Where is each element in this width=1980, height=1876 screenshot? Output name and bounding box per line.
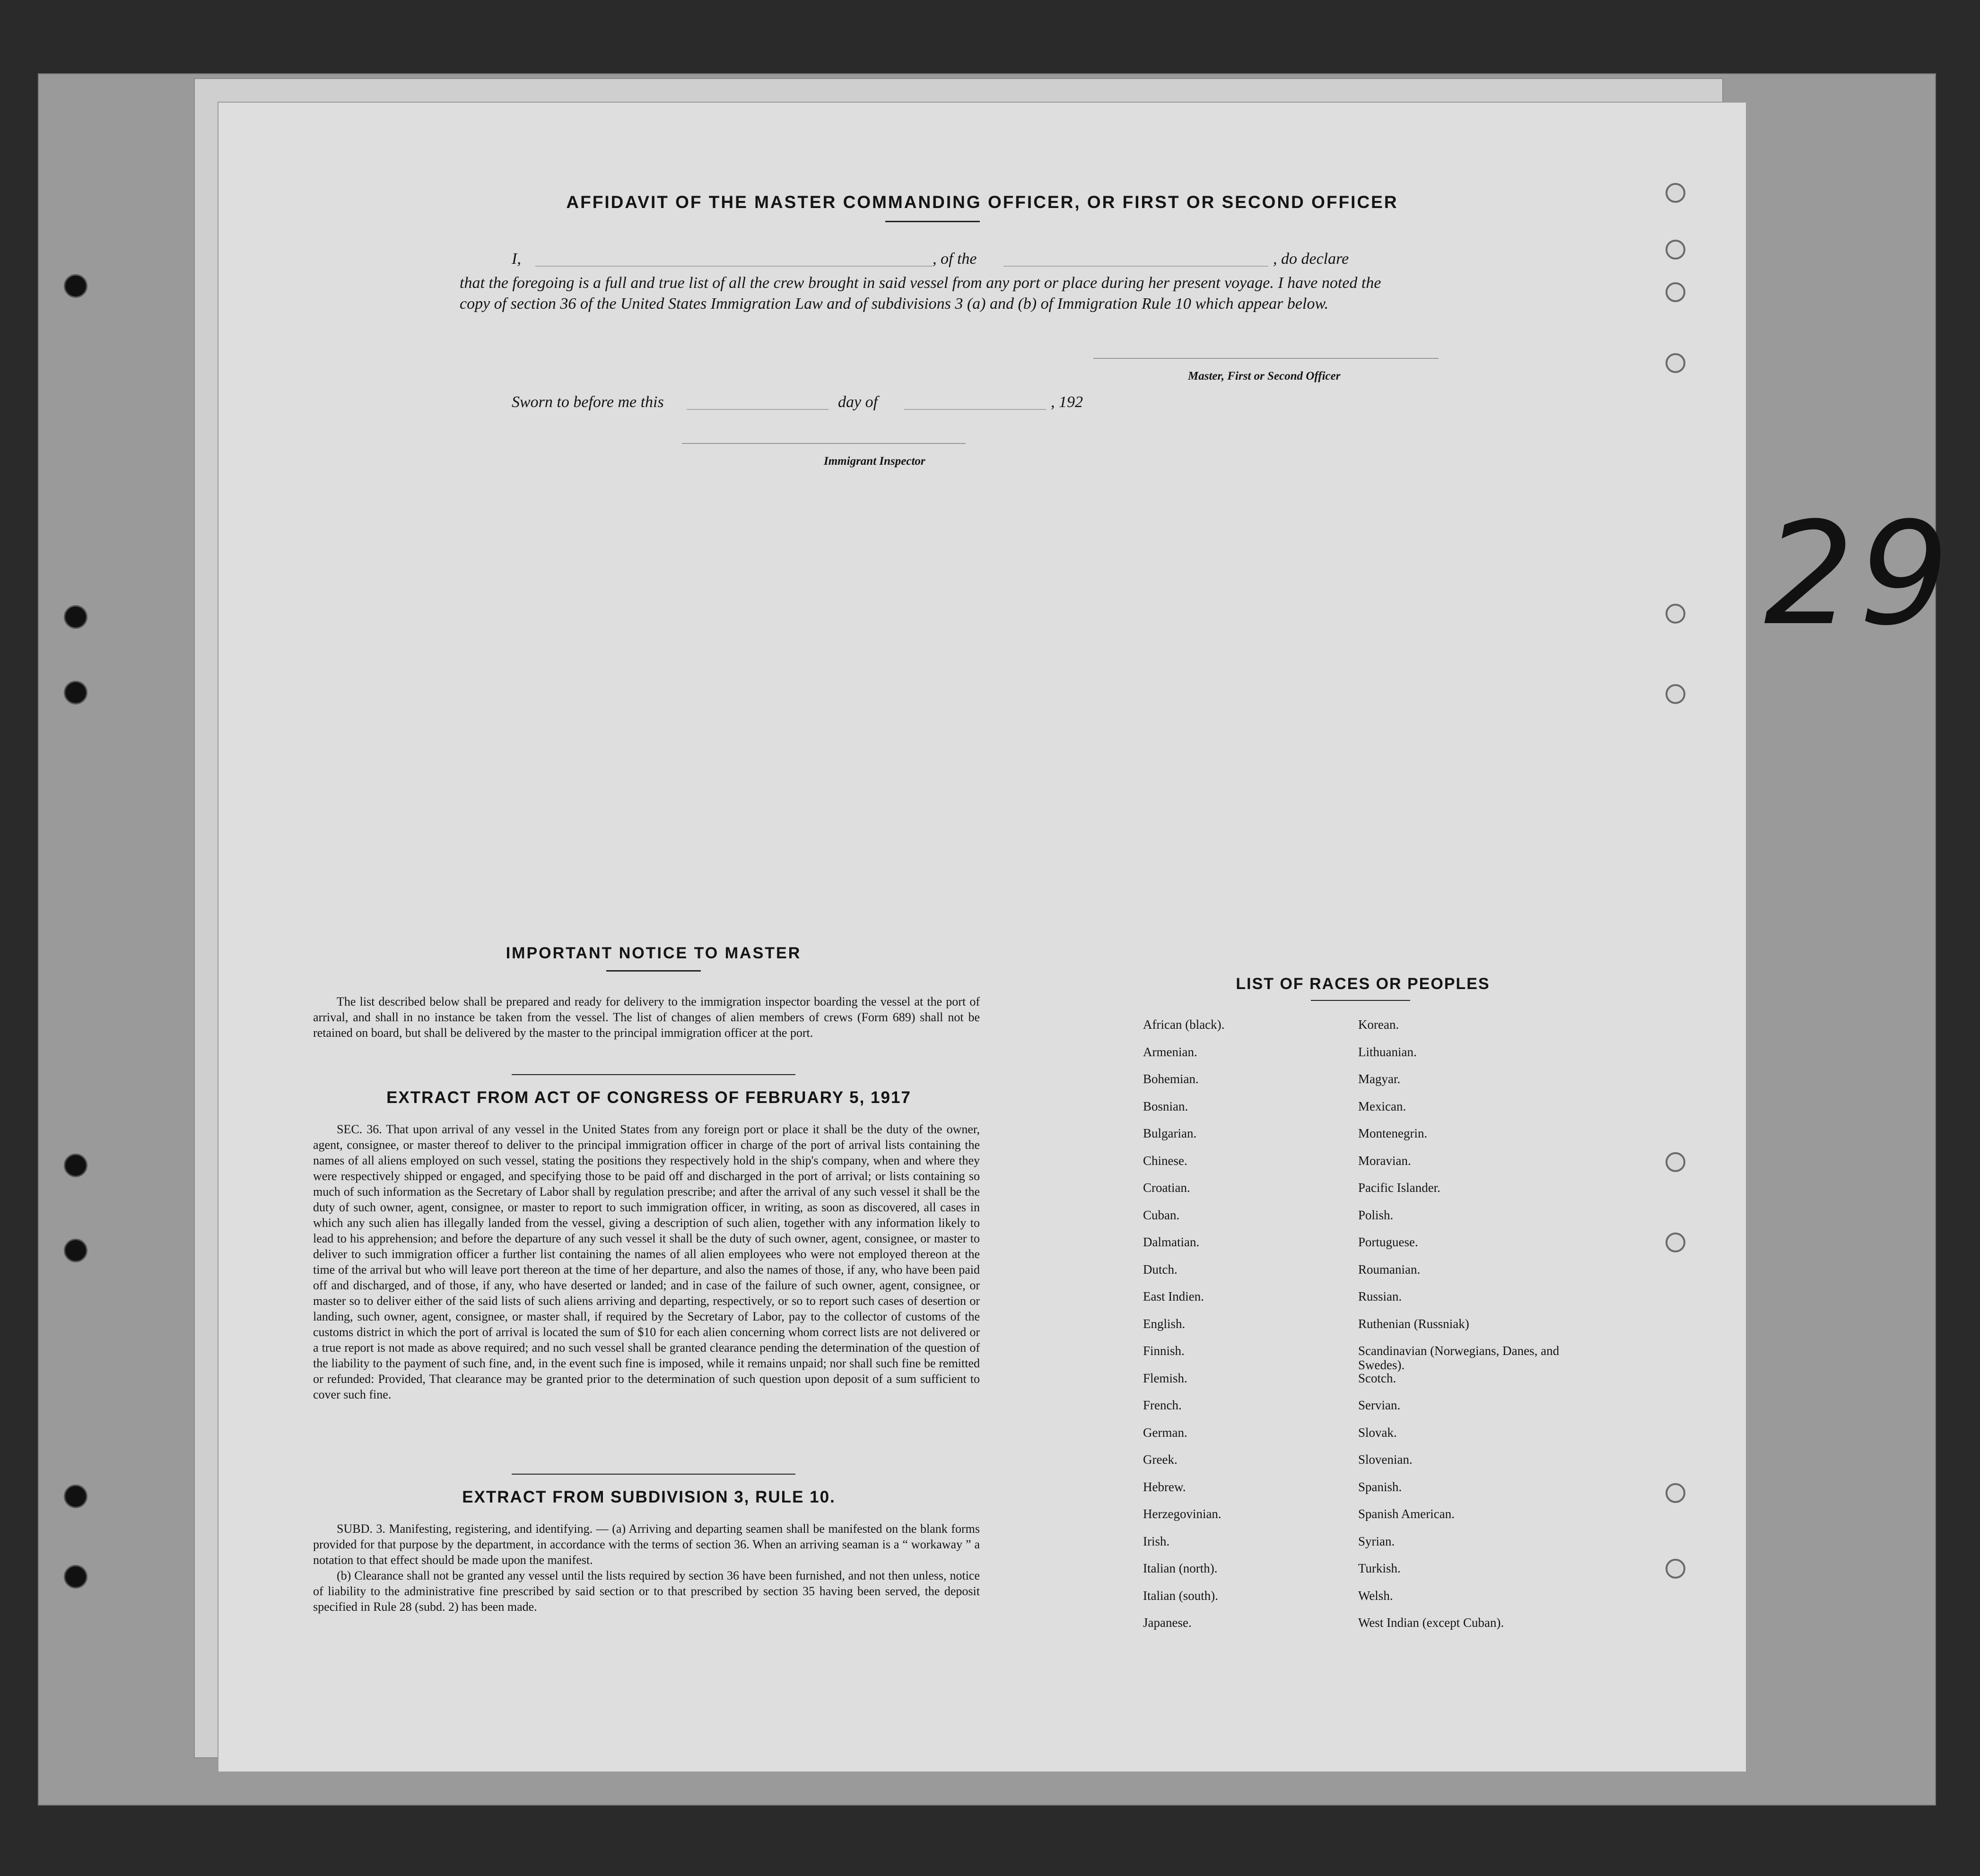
race-item: Spanish. [1358,1479,1402,1494]
race-item: Hebrew. [1143,1479,1186,1494]
binding-ring [1666,684,1685,704]
race-item: Servian. [1358,1398,1401,1412]
sworn-date-blank [687,409,829,410]
notice-paragraph: The list described below shall be prepared and ready for delivery to the immigration inspector boarding the vessel at the port of arrival, and shall in no instance be taken from the vessel. The list of changes of alien members of crews (Form 689) shall not be retained on board, but shall be delivered by the master to the principal immigration officer at the port. [313,995,980,1040]
race-item: Slovak. [1358,1425,1397,1440]
sworn-prefix: Sworn to before me this [512,393,664,411]
binding-hole [64,1485,87,1508]
race-item: Pacific Islander. [1358,1181,1440,1195]
race-item: Cuban. [1143,1207,1180,1222]
race-item: Moravian. [1358,1153,1411,1168]
race-item: West Indian (except Cuban). [1358,1615,1504,1630]
rule-title: EXTRACT FROM SUBDIVISION 3, RULE 10. [462,1488,836,1506]
race-item: Croatian. [1143,1181,1190,1195]
signature-line [1093,358,1439,359]
section-divider [512,1474,795,1475]
act-title: EXTRACT FROM ACT OF CONGRESS OF FEBRUARY 5, 1917 [386,1088,911,1107]
binding-ring [1666,240,1685,260]
binding-ring [1666,1233,1685,1252]
binding-hole [64,681,87,704]
vessel-name-blank [1003,266,1268,267]
race-item: Dalmatian. [1143,1235,1200,1249]
race-item: Irish. [1143,1534,1170,1548]
race-item: Russian. [1358,1289,1402,1303]
race-item: Korean. [1358,1017,1399,1032]
race-item: English. [1143,1316,1186,1331]
race-item: Bohemian. [1143,1072,1199,1086]
binding-hole [64,605,87,629]
inspector-label: Immigrant Inspector [824,455,925,468]
rule-paragraph-a: SUBD. 3. Manifesting, registering, and identifying. — (a) Arriving and departing seamen shall be manifested on the blank forms provided for that purpose by the department, in accordance with the terms of section 36. When an arriving seaman is a “ workaway ” a notation to that effect should be made upon the manifest. [313,1522,980,1567]
section-divider [512,1074,795,1075]
race-item: Spanish American. [1358,1507,1455,1521]
race-item: Finnish. [1143,1344,1185,1358]
inspector-signature-line [682,443,966,444]
binding-ring [1666,282,1685,302]
affidavit-title: AFFIDAVIT OF THE MASTER COMMANDING OFFICER, OR FIRST OR SECOND OFFICER [566,192,1398,212]
vessel-prefix: , of the [933,250,977,268]
race-item: Lithuanian. [1358,1044,1417,1059]
race-item: Montenegrin. [1358,1126,1428,1140]
race-item: Polish. [1358,1207,1394,1222]
race-item: Mexican. [1358,1099,1406,1113]
binding-ring [1666,1152,1685,1172]
race-item: Magyar. [1358,1072,1401,1086]
race-item: Herzegovinian. [1143,1507,1221,1521]
sworn-year-label: , 192 [1051,393,1083,411]
binding-hole [64,1565,87,1589]
races-left-column [1143,1017,1342,1643]
rule-paragraph-b: (b) Clearance shall not be granted any vessel until the lists required by section 36 have been furnished, and not then unless, notice of liability to the administrative fine prescribed by said section or to that prescribed by section 35 having been served, the deposit specified in Rule 28 (subd. 2) has been made. [313,1569,980,1614]
race-item: Scandinavian (Norwegians, Danes, and Swedes). [1358,1344,1560,1372]
binding-ring [1666,1559,1685,1579]
notice-title: IMPORTANT NOTICE TO MASTER [506,944,802,962]
title-underline [885,221,980,222]
race-item: Ruthenian (Russniak) [1358,1316,1469,1331]
race-item: Armenian. [1143,1044,1197,1059]
signature-label: Master, First or Second Officer [1188,370,1341,382]
races-right-column [1358,1017,1604,1643]
act-paragraph: SEC. 36. That upon arrival of any vessel in the United States from any foreign port or place it shall be the duty of the owner, agent, consignee, or master thereof to deliver to the principal immigration officer in charge of the port of arrival lists containing the names of all aliens employed on such vessel, stating the positions they respectively hold in the ship's company, when and where they were respectively shipped or engaged, and specifying those to be paid off and discharged in the port of arrival; or lists containing so much of such information as the Secretary of Labor shall by regulation prescribe; and after the arrival of any such vessel it shall be the duty of such owner, agent, consignee, or master to report to such immigration officer, in writing, as soon as discovered, all cases in which any such alien has illegally landed from the vessel, giving a description of such alien, together with any information likely to lead to his apprehension; and before the departure of any such vessel it shall be the duty of such owner, agent, consignee, or master to deliver to such immigration officer a further list containing the names of all alien employees who were not employed thereon at the time of the arrival but who will leave port thereon at the time of her departure, and also the names of those, if any, who have been paid off and discharged, and of those, if any, who have deserted or landed; and in case of the failure of such owner, agent, consignee, or master so to deliver either of the said lists of such aliens arriving and departing, respectively, or so to report such cases of desertion or landing, such owner, agent, consignee, or master shall, if required by the Secretary of Labor, pay to the collector of customs of the customs district in which the port of arrival is located the sum of $10 for each alien concerning whom correct lists are not delivered or a true report is not made as above required; and no such vessel shall be granted clearance pending the determination of the question of the liability to the payment of such fine, and, in the event such fine is imposed, while it remains unpaid; nor shall such fine be remitted or refunded: Provided, That clearance may be granted prior to the determination of such question upon deposit of a sum sufficient to cover such fine. [313,1122,980,1401]
handwritten-stamp-number: 29 [1764,492,1954,657]
binding-hole [64,1154,87,1177]
race-item: Bosnian. [1143,1099,1188,1113]
race-item: Greek. [1143,1452,1178,1467]
race-item: Italian (south). [1143,1588,1218,1603]
race-item: Scotch. [1358,1371,1396,1385]
notice-underline [606,970,701,972]
race-item: Dutch. [1143,1262,1178,1277]
binding-hole [64,274,87,298]
binding-ring [1666,604,1685,624]
race-item: Slovenian. [1358,1452,1413,1467]
affidavit-page [218,102,1747,1772]
race-item: Portuguese. [1358,1235,1418,1249]
declare-suffix: , do declare [1273,250,1349,268]
race-item: Japanese. [1143,1615,1192,1630]
race-item: Turkish. [1358,1561,1401,1575]
race-item: Italian (north). [1143,1561,1218,1575]
notice-body [313,994,980,1041]
declarant-name-blank [535,266,933,267]
races-title: LIST OF RACES OR PEOPLES [1236,975,1490,993]
sworn-day-label: day of [838,393,878,411]
race-item: French. [1143,1398,1182,1412]
binding-ring [1666,1483,1685,1503]
race-item: Bulgarian. [1143,1126,1197,1140]
race-item: Roumanian. [1358,1262,1421,1277]
rule-body [313,1521,980,1615]
binding-hole [64,1239,87,1262]
race-item: Welsh. [1358,1588,1393,1603]
affidavit-body: that the foregoing is a full and true list of all the crew brought in said vessel from any port or place during her present voyage. I have noted the copy of section 36 of the United States Immigration Law and of subdivisions 3 (a) and (b) of Immigration Rule 10 which appear below. [460,274,1381,313]
declarant-prefix: I, [512,250,521,268]
sworn-month-blank [904,409,1046,410]
race-item: Syrian. [1358,1534,1395,1548]
binding-ring [1666,353,1685,373]
act-body [313,1121,980,1402]
race-item: African (black). [1143,1017,1225,1032]
races-underline [1311,1000,1410,1001]
race-item: Flemish. [1143,1371,1187,1385]
race-item: Chinese. [1143,1153,1187,1168]
race-item: German. [1143,1425,1187,1440]
race-item: East Indien. [1143,1289,1204,1303]
